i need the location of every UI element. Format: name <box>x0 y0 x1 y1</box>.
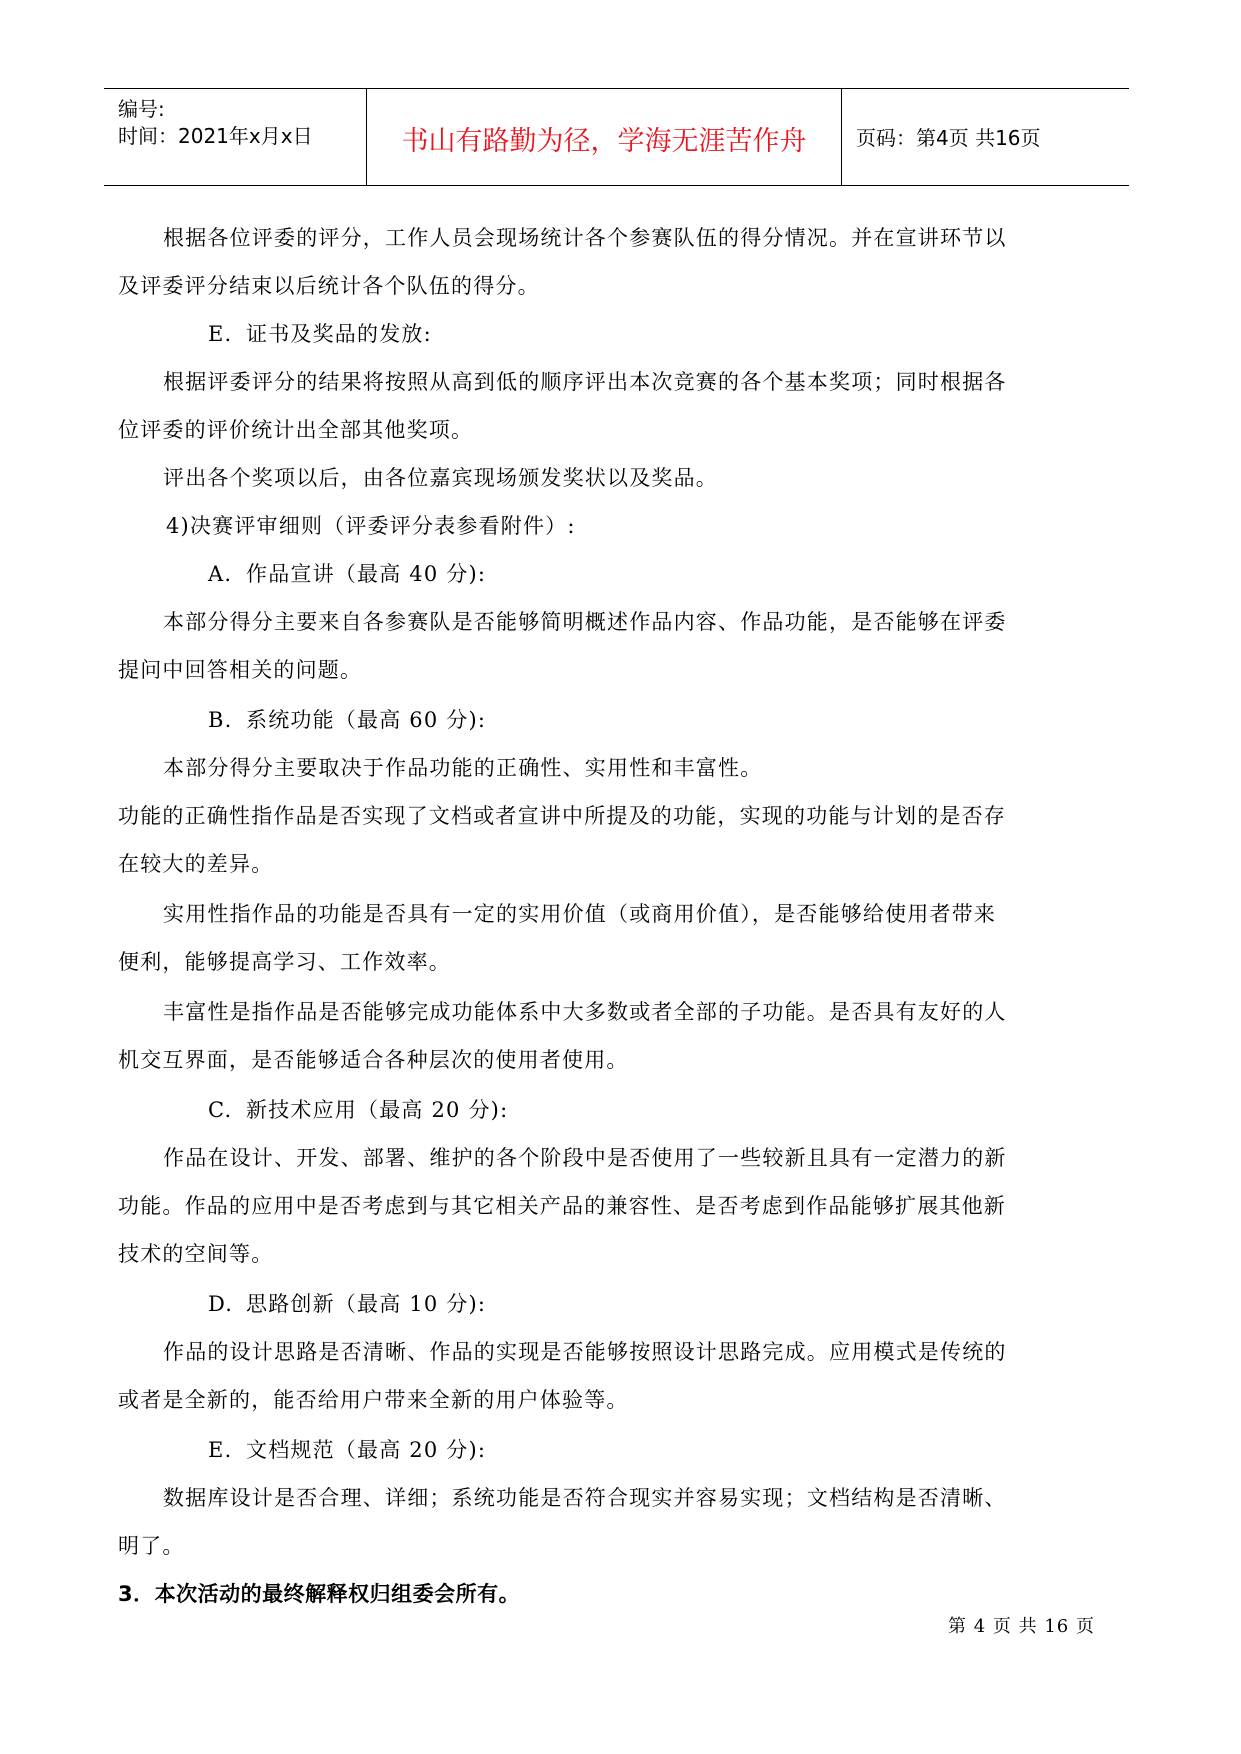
section-heading-c <box>208 1094 508 1124</box>
paragraph-line: 提问中回答相关的问题。 <box>118 658 363 682</box>
page-header <box>104 88 1129 186</box>
section-heading-e <box>208 318 432 348</box>
section-title: 证书及奖品的发放: <box>246 322 432 346</box>
section-letter: E. <box>208 322 233 346</box>
paragraph-line: 实用性指作品的功能是否具有一定的实用价值（或商用价值），是否能够给使用者带来 <box>163 902 997 926</box>
header-motto: 书山有路勤为径，学海无涯苦作舟 <box>401 126 807 157</box>
paragraph-line: 丰富性是指作品是否能够完成功能体系中大多数或者全部的子功能。是否具有友好的人 <box>163 1000 1007 1024</box>
paragraph-line: 本部分得分主要来自各参赛队是否能够简明概述作品内容、作品功能，是否能够在评委 <box>163 610 1007 634</box>
section-letter: B. <box>208 708 233 732</box>
section-heading-b <box>208 704 486 734</box>
paragraph-line: 作品在设计、开发、部署、维护的各个阶段中是否使用了一些较新且具有一定潜力的新 <box>163 1146 1007 1170</box>
section-heading-4: 4)决赛评审细则（评委评分表参看附件）: <box>166 514 576 538</box>
paragraph-line: 根据各位评委的评分，工作人员会现场统计各个参赛队伍的得分情况。并在宣讲环节以 <box>163 226 1007 250</box>
paragraph-line: 根据评委评分的结果将按照从高到低的顺序评出本次竞赛的各个基本奖项；同时根据各 <box>163 370 1007 394</box>
date-label: 时间：2021年x月x日 <box>118 124 313 148</box>
section-title: 新技术应用（最高 20 分): <box>246 1098 509 1122</box>
paragraph-line: 功能。作品的应用中是否考虑到与其它相关产品的兼容性、是否考虑到作品能够扩展其他新 <box>118 1194 1006 1218</box>
header-middle-cell <box>367 89 842 185</box>
paragraph-line: 在较大的差异。 <box>118 852 274 876</box>
section-heading-e2 <box>208 1434 486 1464</box>
paragraph-line: 便利，能够提高学习、工作效率。 <box>118 950 451 974</box>
page-footer: 第 4 页 共 16 页 <box>948 1616 1095 1637</box>
paragraph-line: 明了。 <box>118 1534 185 1558</box>
section-letter: D. <box>208 1292 234 1316</box>
section-title: 作品宣讲（最高 40 分): <box>246 562 487 586</box>
header-page-info: 页码：第4页 共16页 <box>856 126 1041 150</box>
paragraph-line: 功能的正确性指作品是否实现了文档或者宣讲中所提及的功能，实现的功能与计划的是否存 <box>118 804 1006 828</box>
paragraph-line: 作品的设计思路是否清晰、作品的实现是否能够按照设计思路完成。应用模式是传统的 <box>163 1340 1007 1364</box>
header-left-cell <box>104 89 367 185</box>
section-title: 思路创新（最高 10 分): <box>246 1292 487 1316</box>
paragraph-line: 技术的空间等。 <box>118 1242 274 1266</box>
section-title: 系统功能（最高 60 分): <box>246 708 487 732</box>
section-heading-a <box>208 558 486 588</box>
paragraph-line: 或者是全新的，能否给用户带来全新的用户体验等。 <box>118 1388 629 1412</box>
section-letter: C. <box>208 1098 233 1122</box>
paragraph-line: 机交互界面，是否能够适合各种层次的使用者使用。 <box>118 1048 629 1072</box>
paragraph-line: 评出各个奖项以后，由各位嘉宾现场颁发奖状以及奖品。 <box>163 466 718 490</box>
paragraph-line: 及评委评分结束以后统计各个队伍的得分。 <box>118 274 540 298</box>
section-heading-d <box>208 1288 486 1318</box>
section-title: 文档规范（最高 20 分): <box>246 1438 487 1462</box>
paragraph-line: 本部分得分主要取决于作品功能的正确性、实用性和丰富性。 <box>163 756 763 780</box>
paragraph-line: 数据库设计是否合理、详细；系统功能是否符合现实并容易实现；文档结构是否清晰、 <box>163 1486 1007 1510</box>
section-letter: E. <box>208 1438 233 1462</box>
serial-number-label: 编号: <box>118 97 165 121</box>
header-right-cell <box>842 89 1129 185</box>
section-letter: A. <box>208 562 233 586</box>
paragraph-line: 位评委的评价统计出全部其他奖项。 <box>118 418 474 442</box>
final-statement: 3．本次活动的最终解释权归组委会所有。 <box>118 1582 521 1606</box>
